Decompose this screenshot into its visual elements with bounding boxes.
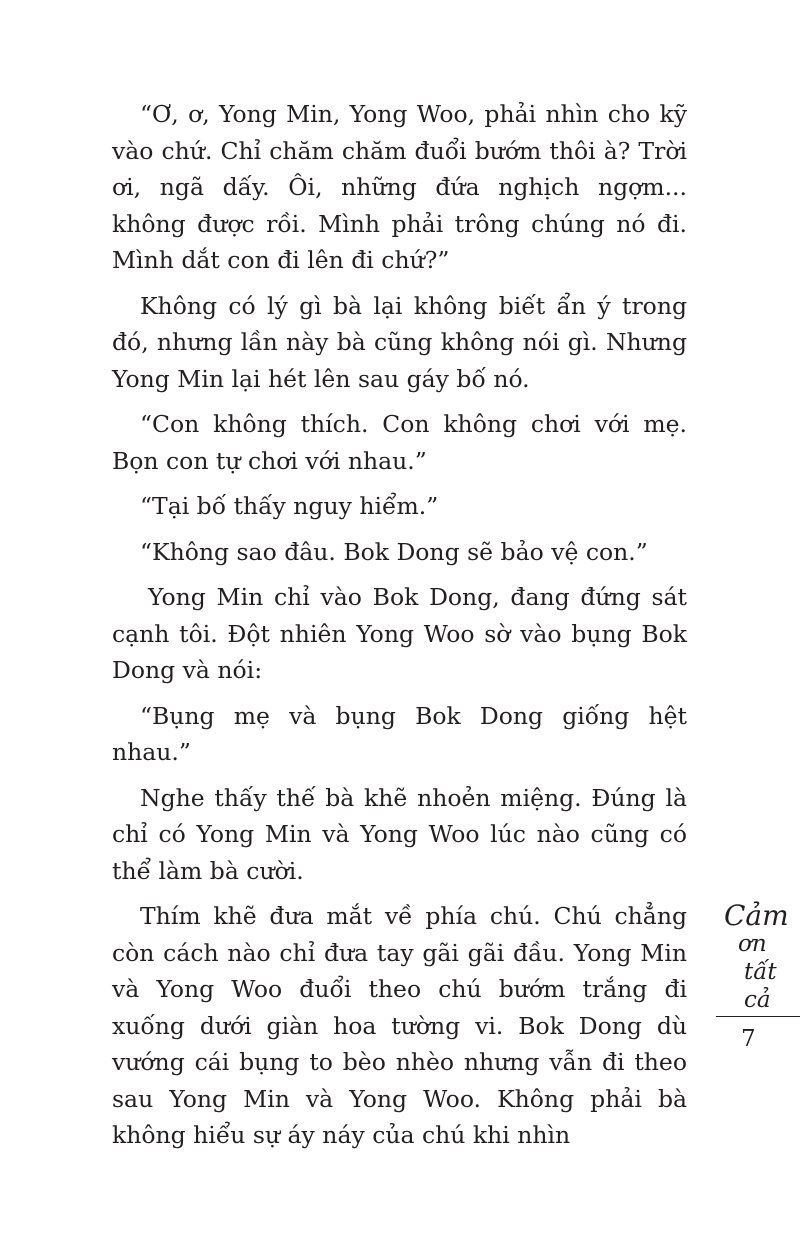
title-word: ơn [738,931,767,957]
title-word: Cảm [724,899,789,932]
title-word: cả [744,987,771,1013]
divider [716,1016,800,1017]
paragraph: “Con không thích. Con không chơi với mẹ. Bọn con tự chơi với nhau.” [112,410,687,475]
page-number: 7 [741,1026,756,1052]
paragraph: “Ơ, ơ, Yong Min, Yong Woo, phải nhìn cho kỹ vào chứ. Chỉ chăm chăm đuổi bướm thôi à? Trời ơi, ngã dấy. Ôi, những đứa nghịch ngợm... không được rồi. Mình phải trông chúng nó đi. Mình dắt con đi lên đi chứ?” [112,100,687,274]
paragraph: Thím khẽ đưa mắt về phía chú. Chú chẳng còn cách nào chỉ đưa tay gãi gãi đầu. Yong Min và Yong Woo đuổi theo chú bướm trắng đi xuống dưới giàn hoa tường vi. Bok Dong dù vướng cái bụng to bèo nhèo nhưng vẫn đi theo sau Yong Min và Yong Woo. Không phải bà không hiểu sự áy náy của chú khi nhìn [112,902,687,1149]
paragraph: “Tại bố thấy nguy hiểm.” [140,492,439,520]
paragraph: “Không sao đâu. Bok Dong sẽ bảo vệ con.” [140,537,648,566]
paragraph: “Bụng mẹ và bụng Bok Dong giống hệt nhau.” [112,701,687,766]
paragraph: Yong Min chỉ vào Bok Dong, đang đứng sát cạnh tôi. Đột nhiên Yong Woo sờ vào bụng Bok Dong và nói: [112,583,687,684]
paragraph: Nghe thấy thế bà khẽ nhoẻn miệng. Đúng là chỉ có Yong Min và Yong Woo lúc nào cũng có thể làm bà cười. [112,783,687,885]
main-text [112,96,687,1163]
book-title-margin [722,899,792,1014]
title-word: tất [744,959,777,985]
paragraph: Không có lý gì bà lại không biết ẩn ý trong đó, nhưng lần này bà cũng không nói gì. Nhưng Yong Min lại hét lên sau gáy bố nó. [112,291,687,393]
